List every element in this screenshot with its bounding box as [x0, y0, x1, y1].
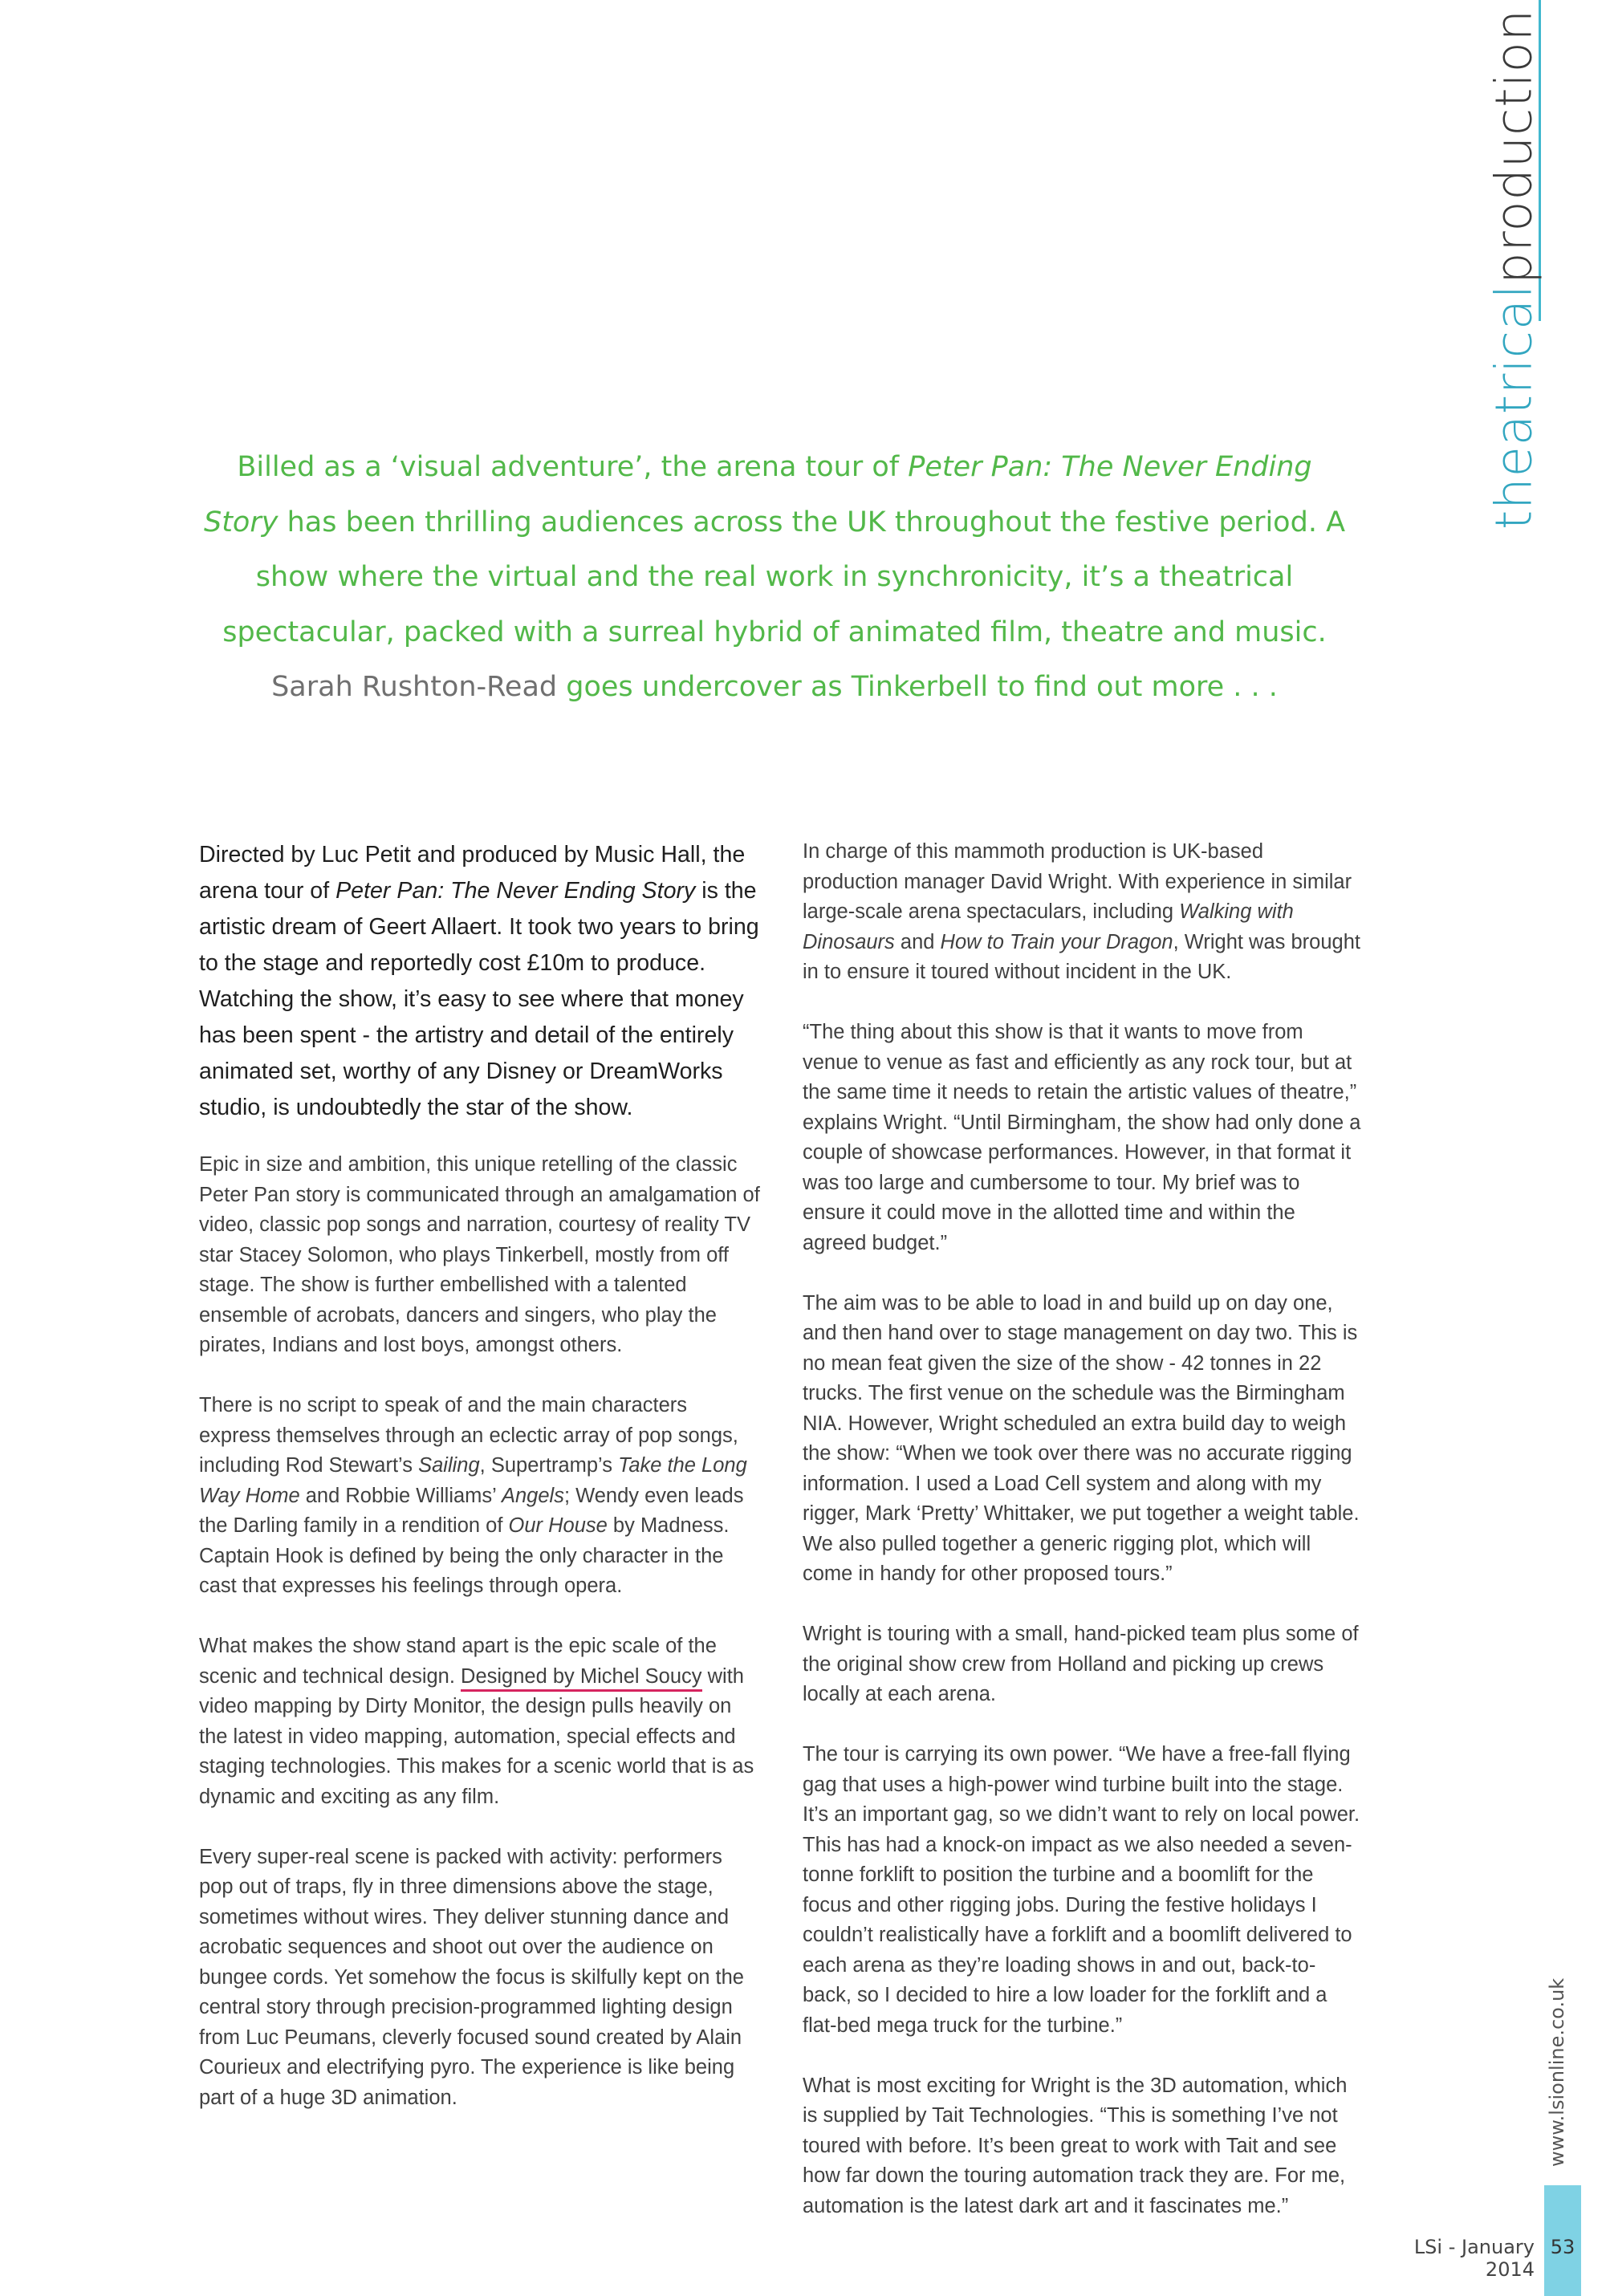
- paragraph: In charge of this mammoth production is UK-based production manager David Wright. With experience in similar large-scale arena spectaculars, including Walking with Dinosaurs and How to Train your Dragon, Wright was brought in to ensure it toured without incident in the UK.: [803, 840, 1360, 983]
- designer-link[interactable]: Designed by Michel Soucy: [461, 1665, 701, 1692]
- website-url: www.lsionline.co.uk: [1546, 1977, 1568, 2167]
- article-column-1: [199, 837, 761, 2144]
- paragraph: What is most exciting for Wright is the 3D automation, which is supplied by Tait Technologies. “This is something I’ve not toured with before. It’s been great to work with Tait and see how far down the touring automation track they are. For me, automation is the latest dark art and it fascinates me.”: [803, 2074, 1348, 2217]
- paragraph: “The thing about this show is that it wants to move from venue to venue as fast and efficiently as any rock tour, but at the same time it needs to retain the artistic values of theatre,” explains Wright. “Until Birmingham, the show had only done a couple of showcase performances. However, in that format it was too large and cumbersome to tour. My brief was to ensure it could move in the allotted time and within the agreed budget.”: [803, 1021, 1361, 1254]
- paragraph: The aim was to be able to load in and build up on day one, and then hand over to stage management on day two. This is no mean feat given the size of the show - 42 tonnes in 22 trucks. The first venue on the schedule was the Birmingham NIA. However, Wright scheduled an extra build day to weigh the show: “When we took over there was no accurate rigging information. I used a Load Cell system and along with my rigger, Mark ‘Pretty’ Whittaker, we put together a weight table. We also pulled together a generic rigging plot, which will come in handy for other proposed tours.”: [803, 1291, 1360, 1585]
- paragraph: Wright is touring with a small, hand-picked team plus some of the original show crew from Holland and picking up crews locally at each arena.: [803, 1623, 1359, 1705]
- issue-label: LSi - January 2014: [1413, 2236, 1535, 2281]
- paragraph: What makes the show stand apart is the epic scale of the scenic and technical design. Designed by Michel Soucy with video mapping by Dirty Monitor, the design pulls heavily on the latest in video mapping, automation, special effects and staging technologies. This makes for a scenic world that is as dynamic and exciting as any film.: [199, 1635, 754, 1808]
- paragraph: Every super-real scene is packed with activity: performers pop out of traps, fly in three dimensions above the stage, sometimes without wires. They deliver stunning dance and acrobatic sequences and shoot out over the audience on bungee cords. Yet somehow the focus is skilfully kept on the central story through precision-programmed lighting design from Luc Peumans, cleverly focused sound created by Alain Courieux and electrifying pyro. The experience is like being part of a huge 3D animation.: [199, 1845, 744, 2109]
- paragraph: Epic in size and ambition, this unique retelling of the classic Peter Pan story is communicated through an amalgamation of video, classic pop songs and narration, courtesy of reality TV star Stacey Solomon, who plays Tinkerbell, mostly from off stage. The show is further embellished with a talented ensemble of acrobats, dancers and singers, who play the pirates, Indians and lost boys, amongst others.: [199, 1153, 760, 1356]
- author-name: Sarah Rushton-Read: [271, 671, 558, 703]
- standfirst: Billed as a ‘visual adventure’, the arena tour of Peter Pan: The Never Ending Story has been thrilling audiences across the UK throughout the festive period. A show where the virtual and the real work in synchronicity, it’s a theatrical spectacular, packed with a surreal hybrid of animated film, theatre and music. Sarah Rushton-Read goes undercover as Tinkerbell to find out more . . .: [203, 451, 1346, 703]
- page-number: 53: [1550, 2236, 1575, 2258]
- paragraph: The tour is carrying its own power. “We have a free-fall flying gag that uses a high-power wind turbine built into the stage. It’s an important gag, so we didn’t want to rely on local power. This has had a knock-on impact as we also needed a seven-tonne forklift to position the turbine and a boomlift for the focus and other rigging jobs. During the festive holidays I couldn’t realistically have a forklift and a boomlift delivered to each arena as they’re loading shows in and out, back-to-back, so I decided to hire a low loader for the forklift and a flat-bed mega truck for the turbine.”: [803, 1743, 1360, 2037]
- section-title-text: theatricalproduction: [1484, 9, 1543, 530]
- article-column-2: [803, 837, 1364, 2252]
- section-title: [1484, 0, 1543, 530]
- lead-paragraph: Directed by Luc Petit and produced by Music Hall, the arena tour of Peter Pan: The Never Ending Story is the artistic dream of Geert Allaert. It took two years to bring to the stage and reportedly cost £10m to produce. Watching the show, it’s easy to see where that money has been spent - the artistry and detail of the entirely animated set, worthy of any Disney or DreamWorks studio, is undoubtedly the star of the show.: [199, 842, 759, 1120]
- paragraph: There is no script to speak of and the main characters express themselves through an eclectic array of pop songs, including Rod Stewart’s Sailing, Supertramp’s Take the Long Way Home and Robbie Williams’ Angels; Wendy even leads the Darling family in a rendition of Our House by Madness. Captain Hook is defined by being the only character in the cast that expresses his feelings through opera.: [199, 1394, 747, 1597]
